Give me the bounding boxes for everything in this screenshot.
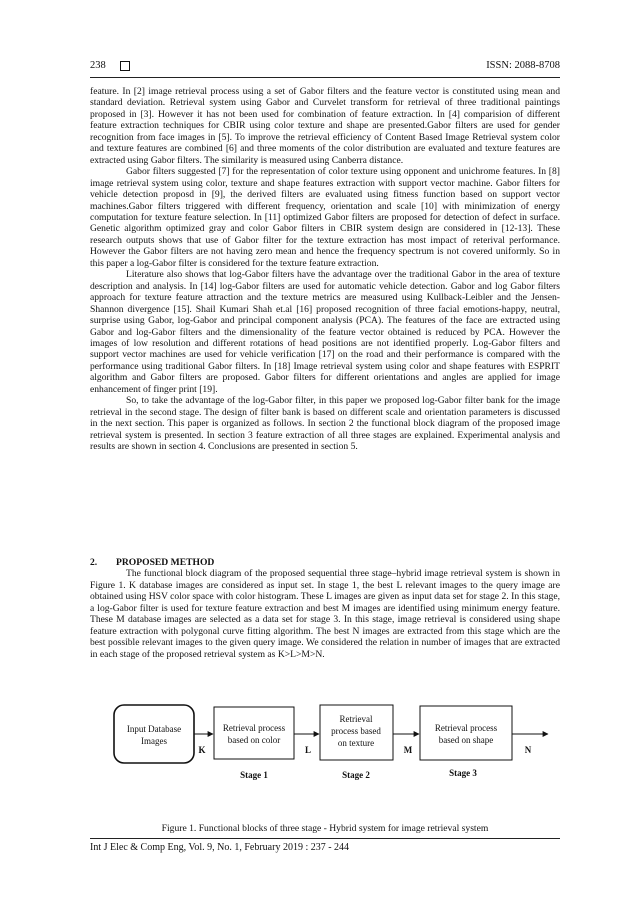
stage3-shape-box	[420, 706, 512, 760]
header-rule	[90, 77, 560, 78]
stage1-color-box	[214, 707, 294, 759]
stage2-box-line: on texture	[337, 738, 375, 748]
arrow-label: M	[403, 745, 413, 755]
stage2-box-line: Retrieval	[339, 714, 373, 724]
stage-label: Stage 1	[240, 770, 268, 780]
section-paragraph: The functional block diagram of the proposed sequential three stage–hybrid image retrieval system is shown in Figure 1. K database images are considered as input set. In stage 1, the best L relevant images to the query image are obtained using HSV color space with color histogram. These L images are given as input data set for stage 2. In this stage, a log-Gabor filter is used for texture feature extraction and best M images are identified using minimum energy feature. These M database images are selected as a data set for stage 3. In this stage, image retrieval is considered using shape feature extraction with polygonal curve fitting algorithm. The best N images are extracted from this stage which are the best possible relevant images to the given query image. We considered the relation in number of images that are extracted in each stage of the proposed retrieval system as K>L>M>N.	[90, 568, 560, 660]
page-header	[90, 60, 560, 74]
section-number: 2.	[90, 557, 98, 568]
arrow-label: L	[304, 745, 312, 755]
stage-label: Stage 2	[342, 770, 370, 780]
stage3-box-line: based on shape	[438, 735, 494, 745]
issn-label: ISSN: 2088-8708	[486, 60, 560, 71]
page-number: 238	[90, 60, 106, 71]
figure-caption: Figure 1. Functional blocks of three stage - Hybrid system for image retrieval system	[161, 823, 489, 834]
stage1-box-line: Retrieval process	[222, 723, 286, 733]
paragraph: So, to take the advantage of the log-Gabor filter, in this paper we proposed log-Gabor filter bank for the image retrieval in the second stage. The design of filter bank is based on different scale and orientation parameters is discussed in the next section. This paper is organized as follows. In section 2 the functional block diagram of the proposed image retrieval system is presented. In section 3 feature extraction of all three stages are explained. Experimental analysis and results are shown in section 4. Conclusions are presented in section 5.	[90, 395, 560, 453]
paragraph: Gabor filters suggested [7] for the representation of color texture using opponent and unichrome features. In [8] image retrieval system using color, texture and shape features extraction with support vector machine. Gabor filters for vehicle detection proposd in [9], the derived filters are evaluated using fitness function based on support vector machines.Gabor filters triggered with different frequency, orientation and scale [10] with minimization of energy computation for texture feature selection. In [11] optimized Gabor filters are proposed for detection of defect in surface. Genetic algorithm optimized gray and color Gabor filters in CBIR system design are considered in [12-13]. These research outputs shows that use of Gabor filter for the texture extraction has most impact of reterival performance. However the Gabor filters are not having zero mean and hence the frequency spectrum is not covered uniformly. So in this paper a log-Gabor filter is considered for the texture feature extraction.	[90, 166, 560, 269]
stage3-box-line: Retrieval process	[434, 723, 498, 733]
footer-citation: Int J Elec & Comp Eng, Vol. 9, No. 1, February 2019 : 237 - 244	[90, 842, 350, 853]
block-diagram	[108, 700, 558, 810]
paragraph: Literature also shows that log-Gabor filters have the advantage over the traditional Gabor in the area of texture description and analysis. In [14] log-Gabor filters are used for automatic vehicle detection. Gabor and log Gabor filters approach for texture feature attraction and the texture metrics are measured using Kullback-Leibler and the Jensen-Shannon divergence [15]. Shail Kumari Shah et.al [16] proposed recognition of three facial emotions-happy, neutral, surprise using Gabor, log-Gabor and principal component analysis (PCA). The features of the face are extracted using Gabor and log-Gabor filters and the dimensionality of the feature vector obtained is reduced by PCA. However the images of low resolution and different rotations of head positions are not identified properly. Log-Gabor filters and support vector machines are used for vehicle verification [17] on the road and their performance is compared with the performance using traditional Gabor filters. In [18] Image retrieval system using color and shape features with ESPRIT algorithm and Gabor filters are proposed. Gabor filters for different orientations and angles are applied for image enhancement of finger print [19].	[90, 269, 560, 395]
paragraph: feature. In [2] image retrieval process using a set of Gabor filters and the feature vector is constituted using mean and standard deviation. Retrieval system using Gabor and Curvelet transform for retrieval of three traditional paintings proposed in [3]. However it has not been used for combination of feature extraction. In [4] comparision of different feature extraction techniques for CBIR using color texture and shape are presented.Gabor filters are used for gender recognition from face images in [5]. To improve the retrieval efficiency of Content Based Image Retrieval system color and texture features are combined [6] and three moments of the color distribution are evaluated and texture features are extracted using Gabor filters. The similarity is measured using Canberra distance.	[90, 86, 560, 166]
input-box-line: Images	[141, 736, 167, 746]
footer-rule	[90, 838, 560, 839]
stage1-box-line: based on color	[227, 735, 281, 745]
arrow-label: K	[198, 745, 206, 755]
input-database-box	[114, 705, 194, 763]
stage-label: Stage 3	[449, 768, 477, 778]
body-text	[90, 86, 560, 453]
square-bullet-icon	[120, 61, 130, 71]
input-box-line: Input Database	[126, 724, 182, 734]
section-proposed-method	[90, 557, 560, 660]
arrow-label: N	[524, 745, 532, 755]
section-heading	[90, 557, 560, 568]
stage2-box-line: process based	[331, 726, 381, 736]
section-title: PROPOSED METHOD	[116, 557, 215, 568]
